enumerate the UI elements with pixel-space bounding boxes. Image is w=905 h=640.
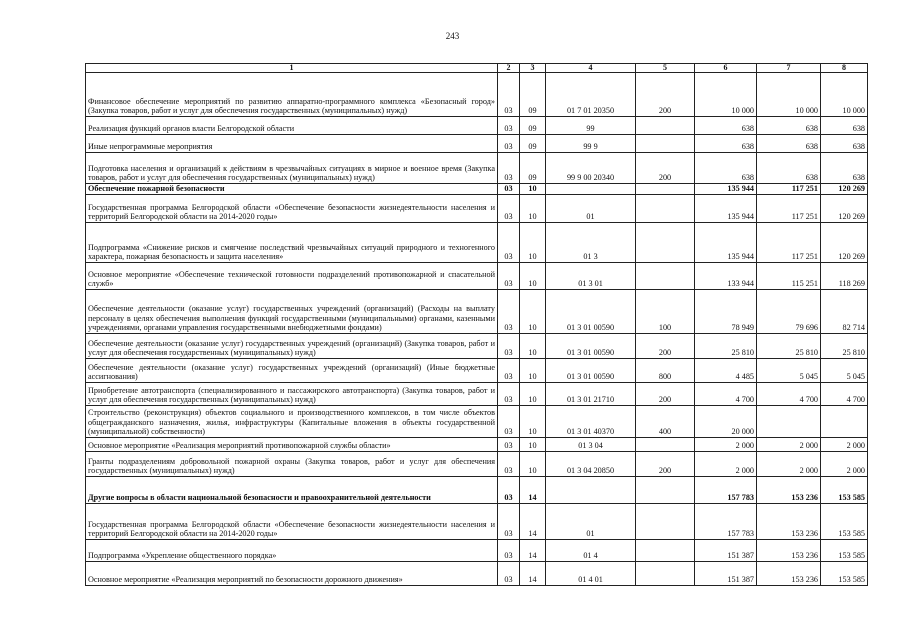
- row-target-item-code: 01 3 01: [546, 263, 636, 290]
- row-amount-col7: 10 000: [757, 73, 821, 117]
- row-expense-type-code: 200: [636, 452, 695, 477]
- row-name: Основное мероприятие «Реализация мероприятий противопожарной службы области»: [86, 438, 498, 452]
- table-row: [86, 184, 868, 195]
- row-section-code: 03: [498, 135, 520, 153]
- row-name: Государственная программа Белгородской области «Обеспечение безопасности жизнедеятельности населения и территорий Белгородской области на 2014-2020 годы»: [86, 195, 498, 223]
- row-subsection-code: 10: [520, 438, 546, 452]
- row-amount-col7: 117 251: [757, 223, 821, 263]
- table-row: [86, 359, 868, 383]
- column-header: 5: [636, 64, 695, 73]
- row-subsection-code: 14: [520, 540, 546, 562]
- row-amount-col8: 25 810: [821, 334, 868, 359]
- row-section-code: 03: [498, 477, 520, 504]
- row-amount-col7: [757, 406, 821, 438]
- row-target-item-code: 01 3 04 20850: [546, 452, 636, 477]
- row-amount-col6: 135 944: [695, 184, 757, 195]
- row-section-code: 03: [498, 73, 520, 117]
- column-header: 3: [520, 64, 546, 73]
- row-amount-col6: 157 783: [695, 504, 757, 540]
- row-amount-col8: 638: [821, 153, 868, 184]
- row-expense-type-code: [636, 135, 695, 153]
- row-section-code: 03: [498, 263, 520, 290]
- column-header: 6: [695, 64, 757, 73]
- table-row: [86, 383, 868, 406]
- row-target-item-code: 99: [546, 117, 636, 135]
- table-row: [86, 477, 868, 504]
- row-name: Основное мероприятие «Обеспечение технической готовности подразделений противопожарной и спасательной служб»: [86, 263, 498, 290]
- table-row: [86, 438, 868, 452]
- table-row: [86, 452, 868, 477]
- row-target-item-code: 01 3 01 00590: [546, 359, 636, 383]
- row-amount-col6: 135 944: [695, 195, 757, 223]
- column-header: 7: [757, 64, 821, 73]
- row-amount-col6: 20 000: [695, 406, 757, 438]
- row-name: Обеспечение деятельности (оказание услуг) государственных учреждений (организаций) (Иные бюджетные ассигнования): [86, 359, 498, 383]
- row-target-item-code: 01 3 01 00590: [546, 334, 636, 359]
- row-amount-col7: 153 236: [757, 477, 821, 504]
- row-amount-col6: 4 485: [695, 359, 757, 383]
- row-expense-type-code: [636, 504, 695, 540]
- row-target-item-code: 01 3 01 40370: [546, 406, 636, 438]
- row-amount-col8: 120 269: [821, 223, 868, 263]
- row-section-code: 03: [498, 452, 520, 477]
- row-expense-type-code: [636, 195, 695, 223]
- table-row: [86, 562, 868, 586]
- table-row: [86, 263, 868, 290]
- row-expense-type-code: [636, 117, 695, 135]
- row-target-item-code: 01 3 01 21710: [546, 383, 636, 406]
- row-subsection-code: 14: [520, 477, 546, 504]
- row-amount-col6: 638: [695, 117, 757, 135]
- row-section-code: 03: [498, 504, 520, 540]
- row-target-item-code: [546, 477, 636, 504]
- row-name: Государственная программа Белгородской области «Обеспечение безопасности жизнедеятельности населения и территорий Белгородской области на 2014-2020 годы»: [86, 504, 498, 540]
- row-amount-col7: 117 251: [757, 184, 821, 195]
- row-expense-type-code: [636, 540, 695, 562]
- row-subsection-code: 10: [520, 334, 546, 359]
- row-target-item-code: [546, 184, 636, 195]
- row-amount-col6: 638: [695, 135, 757, 153]
- row-amount-col8: 120 269: [821, 184, 868, 195]
- row-target-item-code: 01: [546, 504, 636, 540]
- row-name: Основное мероприятие «Реализация мероприятий по безопасности дорожного движения»: [86, 562, 498, 586]
- row-amount-col7: 638: [757, 117, 821, 135]
- row-section-code: 03: [498, 117, 520, 135]
- table-row: [86, 117, 868, 135]
- row-amount-col8: 2 000: [821, 452, 868, 477]
- table-row: [86, 195, 868, 223]
- column-header: 2: [498, 64, 520, 73]
- row-amount-col7: 153 236: [757, 504, 821, 540]
- row-section-code: 03: [498, 359, 520, 383]
- row-name: Обеспечение деятельности (оказание услуг) государственных учреждений (организаций) (Расходы на выплату персоналу в целях обеспечения выполнения функций государственными (муниципальными) органами, казенными учреждениями, органами управления государственными внебюджетными фондами): [86, 290, 498, 334]
- row-amount-col6: 78 949: [695, 290, 757, 334]
- row-amount-col8: 120 269: [821, 195, 868, 223]
- row-expense-type-code: 200: [636, 383, 695, 406]
- row-subsection-code: 10: [520, 184, 546, 195]
- row-subsection-code: 10: [520, 195, 546, 223]
- row-expense-type-code: [636, 438, 695, 452]
- row-amount-col6: 133 944: [695, 263, 757, 290]
- table-row: [86, 135, 868, 153]
- row-expense-type-code: [636, 263, 695, 290]
- column-header: 1: [86, 64, 498, 73]
- row-amount-col8: 10 000: [821, 73, 868, 117]
- row-expense-type-code: 200: [636, 73, 695, 117]
- page-number: 243: [445, 31, 460, 41]
- table-row: [86, 334, 868, 359]
- row-section-code: 03: [498, 223, 520, 263]
- column-header: 8: [821, 64, 868, 73]
- row-name: Другие вопросы в области национальной безопасности и правоохранительной деятельности: [86, 477, 498, 504]
- table-row: [86, 540, 868, 562]
- row-amount-col7: 638: [757, 153, 821, 184]
- row-expense-type-code: [636, 562, 695, 586]
- row-expense-type-code: 100: [636, 290, 695, 334]
- table-row: [86, 406, 868, 438]
- row-amount-col8: 82 714: [821, 290, 868, 334]
- row-name: Обеспечение деятельности (оказание услуг) государственных учреждений (организаций) (Закупка товаров, работ и услуг для обеспечения государственных (муниципальных) нужд): [86, 334, 498, 359]
- row-amount-col8: 153 585: [821, 562, 868, 586]
- row-amount-col7: 25 810: [757, 334, 821, 359]
- row-target-item-code: 01 4 01: [546, 562, 636, 586]
- row-subsection-code: 10: [520, 223, 546, 263]
- row-target-item-code: 01: [546, 195, 636, 223]
- row-amount-col7: 2 000: [757, 452, 821, 477]
- row-amount-col7: 115 251: [757, 263, 821, 290]
- row-section-code: 03: [498, 406, 520, 438]
- row-subsection-code: 09: [520, 117, 546, 135]
- row-target-item-code: 99 9: [546, 135, 636, 153]
- row-subsection-code: 10: [520, 359, 546, 383]
- row-amount-col7: 638: [757, 135, 821, 153]
- row-target-item-code: 01 3 01 00590: [546, 290, 636, 334]
- row-amount-col7: 4 700: [757, 383, 821, 406]
- table-row: [86, 73, 868, 117]
- row-amount-col6: 4 700: [695, 383, 757, 406]
- row-section-code: 03: [498, 383, 520, 406]
- row-expense-type-code: 200: [636, 153, 695, 184]
- row-subsection-code: 09: [520, 135, 546, 153]
- row-subsection-code: 14: [520, 562, 546, 586]
- row-amount-col6: 638: [695, 153, 757, 184]
- row-name: Строительство (реконструкция) объектов социального и производственного комплексов, в том числе объектов общегражданского назначения, жилья, инфраструктуры (Капитальные вложения в объекты государственной (муниципальной) собственности): [86, 406, 498, 438]
- row-amount-col6: 151 387: [695, 562, 757, 586]
- row-expense-type-code: [636, 223, 695, 263]
- row-amount-col7: 117 251: [757, 195, 821, 223]
- row-name: Подпрограмма «Снижение рисков и смягчение последствий чрезвычайных ситуаций природного и техногенного характера, пожарная безопасность и защита населения»: [86, 223, 498, 263]
- row-amount-col8: 153 585: [821, 504, 868, 540]
- row-name: Приобретение автотранспорта (специализированного и пассажирского автотранспорта) (Закупка товаров, работ и услуг для обеспечения государственных (муниципальных) нужд): [86, 383, 498, 406]
- row-amount-col8: 153 585: [821, 477, 868, 504]
- row-amount-col6: 25 810: [695, 334, 757, 359]
- row-name: Подпрограмма «Укрепление общественного порядка»: [86, 540, 498, 562]
- row-expense-type-code: 200: [636, 334, 695, 359]
- row-amount-col8: 2 000: [821, 438, 868, 452]
- row-subsection-code: 09: [520, 153, 546, 184]
- row-target-item-code: 99 9 00 20340: [546, 153, 636, 184]
- row-section-code: 03: [498, 290, 520, 334]
- row-target-item-code: 01 4: [546, 540, 636, 562]
- row-target-item-code: 01 3 04: [546, 438, 636, 452]
- row-amount-col8: 118 269: [821, 263, 868, 290]
- row-subsection-code: 10: [520, 383, 546, 406]
- row-amount-col7: 5 045: [757, 359, 821, 383]
- row-name: Гранты подразделениям добровольной пожарной охраны (Закупка товаров, работ и услуг для обеспечения государственных (муниципальных) нужд): [86, 452, 498, 477]
- row-section-code: 03: [498, 195, 520, 223]
- row-target-item-code: 01 7 01 20350: [546, 73, 636, 117]
- table-header-row: [86, 64, 868, 73]
- table-row: [86, 504, 868, 540]
- row-amount-col8: 638: [821, 135, 868, 153]
- row-amount-col6: 135 944: [695, 223, 757, 263]
- table-row: [86, 223, 868, 263]
- row-section-code: 03: [498, 438, 520, 452]
- row-amount-col6: 2 000: [695, 452, 757, 477]
- row-name: Иные непрограммные мероприятия: [86, 135, 498, 153]
- row-amount-col6: 151 387: [695, 540, 757, 562]
- row-subsection-code: 09: [520, 73, 546, 117]
- row-amount-col7: 2 000: [757, 438, 821, 452]
- row-amount-col8: 153 585: [821, 540, 868, 562]
- row-section-code: 03: [498, 562, 520, 586]
- row-amount-col6: 10 000: [695, 73, 757, 117]
- row-section-code: 03: [498, 184, 520, 195]
- row-amount-col8: 4 700: [821, 383, 868, 406]
- row-subsection-code: 10: [520, 263, 546, 290]
- row-name: Подготовка населения и организаций к действиям в чрезвычайных ситуациях в мирное и военное время (Закупка товаров, работ и услуг для обеспечения государственных (муниципальных) нужд): [86, 153, 498, 184]
- row-amount-col6: 157 783: [695, 477, 757, 504]
- column-header: 4: [546, 64, 636, 73]
- budget-table: [85, 63, 868, 586]
- table-row: [86, 153, 868, 184]
- row-amount-col7: 153 236: [757, 540, 821, 562]
- row-target-item-code: 01 3: [546, 223, 636, 263]
- row-name: Обеспечение пожарной безопасности: [86, 184, 498, 195]
- row-subsection-code: 10: [520, 290, 546, 334]
- row-name: Финансовое обеспечение мероприятий по развитию аппаратно-программного комплекса «Безопасный город» (Закупка товаров, работ и услуг для обеспечения государственных (муниципальных) нужд): [86, 73, 498, 117]
- row-amount-col7: 79 696: [757, 290, 821, 334]
- row-subsection-code: 10: [520, 406, 546, 438]
- row-section-code: 03: [498, 540, 520, 562]
- row-amount-col6: 2 000: [695, 438, 757, 452]
- row-amount-col8: 638: [821, 117, 868, 135]
- row-section-code: 03: [498, 153, 520, 184]
- row-subsection-code: 14: [520, 504, 546, 540]
- row-amount-col7: 153 236: [757, 562, 821, 586]
- row-amount-col8: [821, 406, 868, 438]
- row-amount-col8: 5 045: [821, 359, 868, 383]
- row-subsection-code: 10: [520, 452, 546, 477]
- row-expense-type-code: [636, 184, 695, 195]
- row-section-code: 03: [498, 334, 520, 359]
- table-row: [86, 290, 868, 334]
- row-expense-type-code: 800: [636, 359, 695, 383]
- row-expense-type-code: 400: [636, 406, 695, 438]
- row-name: Реализация функций органов власти Белгородской области: [86, 117, 498, 135]
- row-expense-type-code: [636, 477, 695, 504]
